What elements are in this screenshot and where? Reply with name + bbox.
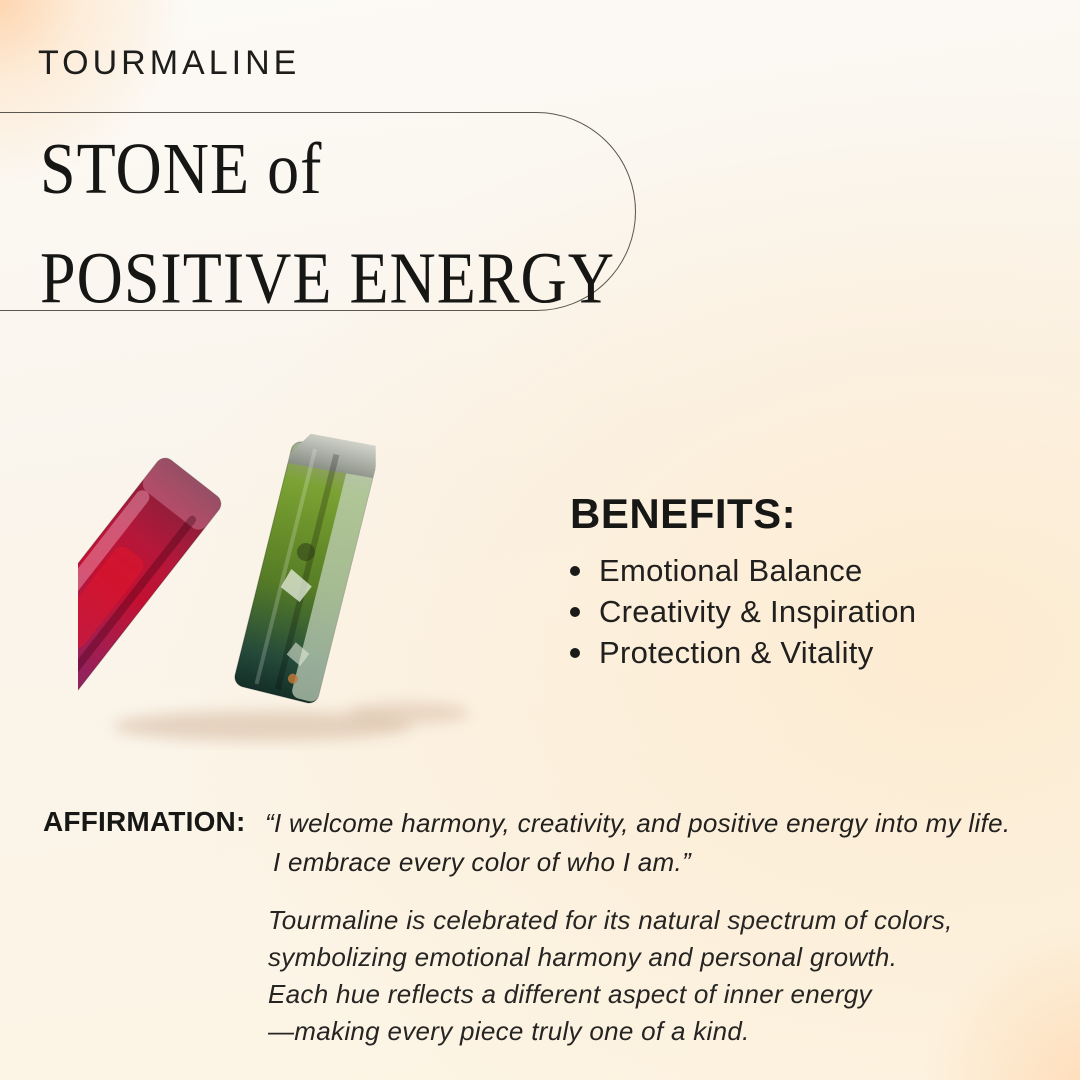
bullet-dot-icon (570, 566, 580, 576)
bullet-dot-icon (570, 648, 580, 658)
stone-name-label: TOURMALINE (38, 44, 301, 82)
benefits-list (570, 550, 1010, 673)
title-line-2: POSITIVE ENERGY (40, 236, 615, 319)
benefit-item (570, 550, 1010, 591)
benefits-section (570, 490, 1010, 673)
affirmation-quote-line: “I welcome harmony, creativity, and positive energy into my life. (265, 808, 1011, 838)
benefits-heading: BENEFITS: (570, 490, 797, 537)
benefit-item (570, 632, 1010, 673)
benefit-label: Protection & Vitality (599, 634, 874, 670)
title-line-1: STONE of (40, 127, 323, 210)
affirmation-quote (265, 804, 1065, 882)
description-paragraph (268, 902, 1048, 1050)
tourmaline-crystals-image (78, 420, 498, 750)
affirmation-quote-line: I embrace every color of who I am.” (273, 847, 691, 877)
description-line: Each hue reflects a different aspect of inner energy (268, 979, 872, 1009)
bullet-dot-icon (570, 607, 580, 617)
description-line: —making every piece truly one of a kind. (268, 1016, 750, 1046)
description-line: Tourmaline is celebrated for its natural spectrum of colors, (268, 905, 953, 935)
benefit-item (570, 591, 1010, 632)
benefit-label: Emotional Balance (599, 552, 863, 588)
benefit-label: Creativity & Inspiration (599, 593, 917, 629)
affirmation-label: AFFIRMATION: (43, 806, 246, 837)
description-line: symbolizing emotional harmony and personal growth. (268, 942, 898, 972)
page-title (40, 114, 615, 333)
